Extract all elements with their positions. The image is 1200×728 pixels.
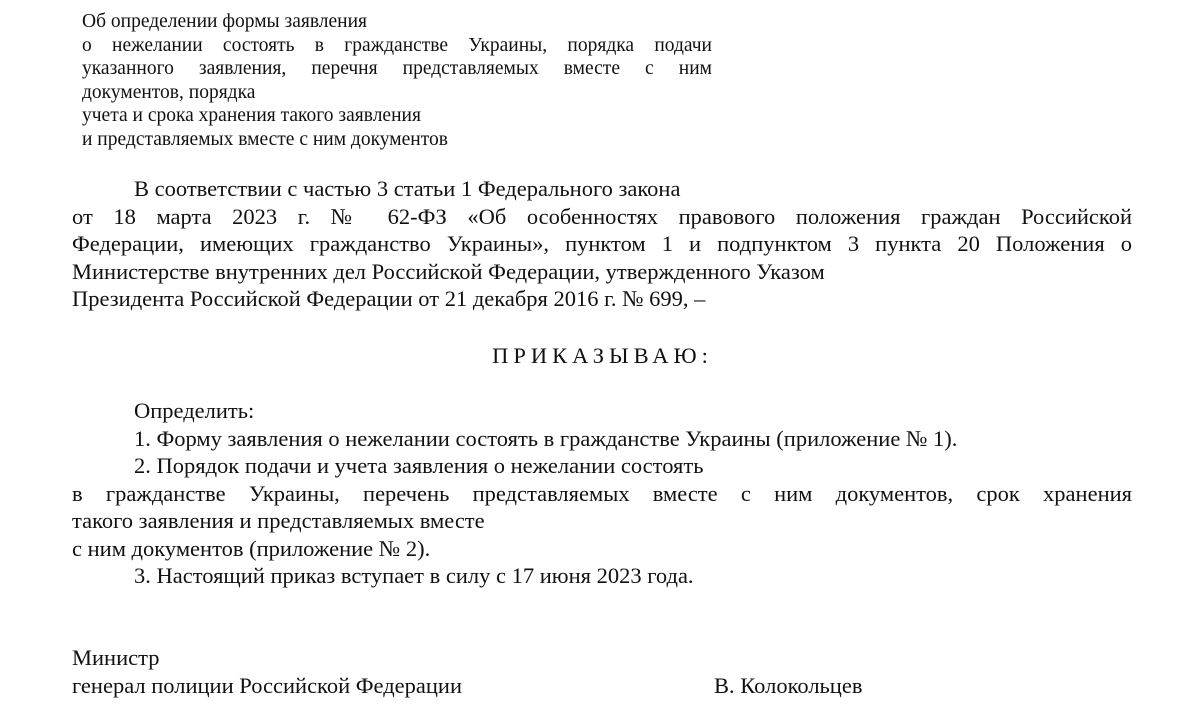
preamble-paragraph [72,175,1132,313]
directive-item-1: 1. Форму заявления о нежелании состоять в гражданстве Украины (приложение № 1). [134,425,958,451]
preamble-line: Федерации, имеющих гражданство Украины», пунктом 1 и подпунктом 3 пункта 20 Положения о [72,231,1132,256]
signatory-position: Министр [72,645,160,670]
preamble-line: В соответствии с частью 3 статьи 1 Федерального закона [134,176,681,201]
directives-section [72,397,1132,590]
signature-block [72,644,1132,699]
directive-item-3: 3. Настоящий приказ вступает в силу с 17 июня 2023 года. [134,563,694,588]
title-line: документов, порядка [82,81,256,103]
directive-item-2-line: такого заявления и представляемых вместе [72,508,485,533]
title-line: указанного заявления, перечня представляемых вместе с ним [82,58,712,79]
document-title [82,10,712,151]
directive-item-2-line: с ним документов (приложение № 2). [72,535,431,561]
directive-item-2-line: в гражданстве Украины, перечень представляемых вместе с ним документов, срок хранения [72,480,1132,506]
order-heading: ПРИКАЗЫВАЮ: [492,343,713,368]
preamble-line: Министерстве внутренних дел Российской Федерации, утвержденного Указом [72,258,825,284]
directives-intro: Определить: [134,398,255,423]
title-line: о нежелании состоять в гражданстве Украины, порядка подачи [82,34,712,56]
title-line: Об определении формы заявления [82,11,368,32]
signatory-name: В. Колокольцев [714,672,863,698]
title-line: и представляемых вместе с ним документов [82,128,448,150]
preamble-line: от 18 марта 2023 г. № 62-ФЗ «Об особенностях правового положения граждан Российской [72,203,1132,229]
directive-item-2-line: 2. Порядок подачи и учета заявления о нежелании состоять [134,453,704,478]
preamble-line: Президента Российской Федерации от 21 декабря 2016 г. № 699, – [72,286,706,311]
signatory-rank: генерал полиции Российской Федерации [72,672,463,698]
title-line: учета и срока хранения такого заявления [82,105,421,126]
